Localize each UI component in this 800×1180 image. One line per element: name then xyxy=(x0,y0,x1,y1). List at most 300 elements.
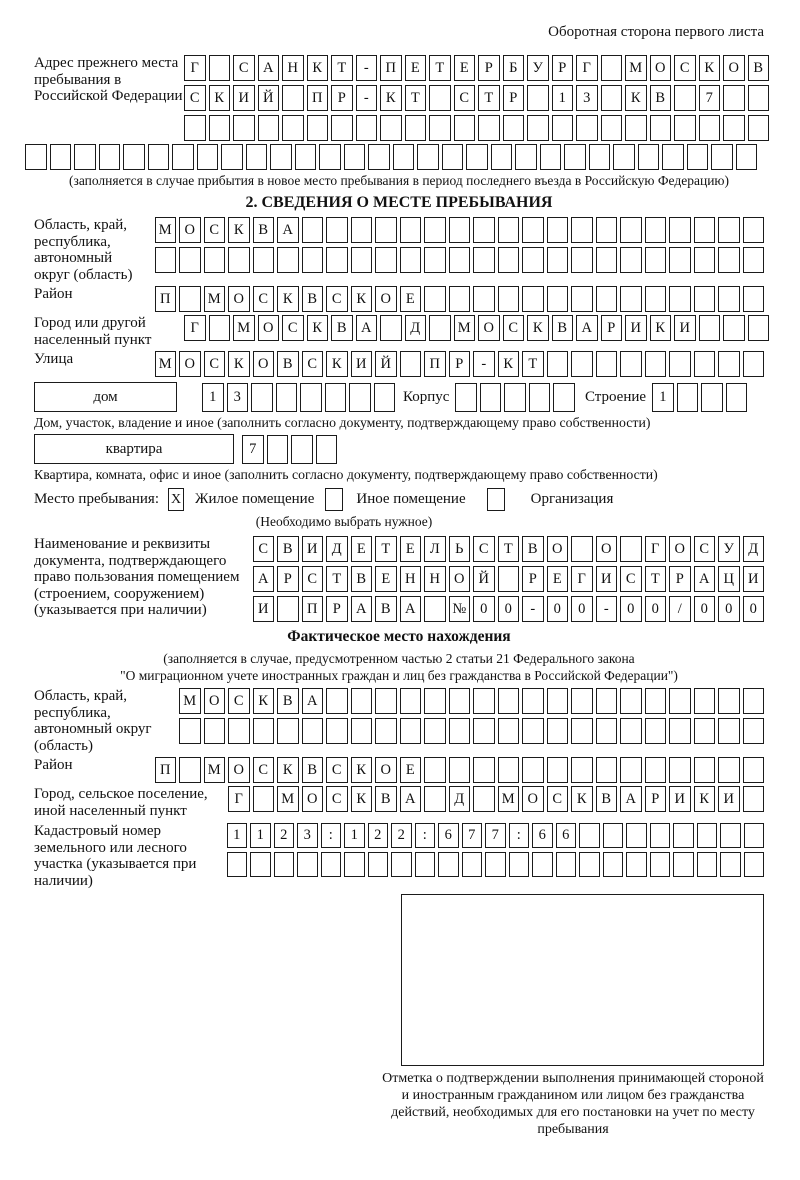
char-box[interactable] xyxy=(277,718,299,744)
char-box[interactable] xyxy=(743,718,765,744)
char-box[interactable]: В xyxy=(748,55,770,81)
char-box[interactable] xyxy=(498,217,520,243)
char-box[interactable] xyxy=(522,718,544,744)
char-box[interactable] xyxy=(449,247,471,273)
char-box[interactable] xyxy=(74,144,96,170)
char-box[interactable]: Т xyxy=(478,85,500,111)
char-box[interactable] xyxy=(547,688,569,714)
char-box[interactable] xyxy=(424,786,446,812)
char-box[interactable] xyxy=(351,217,373,243)
char-box[interactable] xyxy=(743,786,765,812)
char-box[interactable] xyxy=(473,217,495,243)
char-box[interactable]: 1 xyxy=(552,85,574,111)
char-box[interactable]: А xyxy=(258,55,280,81)
char-box[interactable] xyxy=(645,286,667,312)
char-box[interactable] xyxy=(326,688,348,714)
char-box[interactable] xyxy=(650,823,671,848)
char-box[interactable] xyxy=(620,286,642,312)
char-box[interactable]: А xyxy=(277,217,299,243)
char-box[interactable] xyxy=(351,688,373,714)
char-box[interactable] xyxy=(415,852,436,877)
char-box[interactable]: С xyxy=(620,566,642,592)
char-box[interactable]: 2 xyxy=(274,823,295,848)
char-box[interactable] xyxy=(743,351,765,377)
char-box[interactable] xyxy=(375,217,397,243)
char-box[interactable]: Г xyxy=(228,786,250,812)
char-box[interactable]: 7 xyxy=(242,435,264,464)
char-box[interactable] xyxy=(498,286,520,312)
char-box[interactable] xyxy=(553,383,575,412)
char-box[interactable]: 0 xyxy=(498,596,520,622)
char-box[interactable] xyxy=(400,718,422,744)
char-box[interactable]: О xyxy=(179,217,201,243)
char-box[interactable]: О xyxy=(449,566,471,592)
char-box[interactable] xyxy=(603,852,624,877)
char-box[interactable] xyxy=(498,247,520,273)
checkbox-other-premises[interactable] xyxy=(325,488,343,511)
char-box[interactable] xyxy=(179,757,201,783)
char-box[interactable]: С xyxy=(326,757,348,783)
char-box[interactable] xyxy=(601,55,623,81)
char-box[interactable] xyxy=(736,144,758,170)
char-box[interactable] xyxy=(645,688,667,714)
char-box[interactable]: М xyxy=(454,315,476,341)
char-box[interactable]: Р xyxy=(503,85,525,111)
char-box[interactable]: В xyxy=(375,786,397,812)
char-box[interactable] xyxy=(400,247,422,273)
char-box[interactable]: Г xyxy=(571,566,593,592)
char-box[interactable]: П xyxy=(155,286,177,312)
char-box[interactable]: Е xyxy=(454,55,476,81)
char-box[interactable]: И xyxy=(718,786,740,812)
char-box[interactable] xyxy=(620,688,642,714)
char-box[interactable]: О xyxy=(522,786,544,812)
char-box[interactable] xyxy=(620,718,642,744)
char-box[interactable]: О xyxy=(669,536,691,562)
char-box[interactable]: № xyxy=(449,596,471,622)
char-box[interactable] xyxy=(743,217,765,243)
char-box[interactable] xyxy=(179,286,201,312)
char-box[interactable] xyxy=(351,718,373,744)
char-box[interactable]: О xyxy=(228,757,250,783)
char-box[interactable]: Е xyxy=(351,536,373,562)
apartment-widebox[interactable] xyxy=(34,434,234,464)
char-box[interactable] xyxy=(601,85,623,111)
char-box[interactable] xyxy=(251,383,273,412)
char-box[interactable] xyxy=(184,115,206,141)
char-box[interactable] xyxy=(697,852,718,877)
char-box[interactable]: Р xyxy=(326,596,348,622)
char-box[interactable]: 2 xyxy=(391,823,412,848)
char-box[interactable] xyxy=(701,383,723,412)
char-box[interactable] xyxy=(302,718,324,744)
char-box[interactable] xyxy=(209,115,231,141)
char-box[interactable]: М xyxy=(155,351,177,377)
char-box[interactable]: М xyxy=(233,315,255,341)
char-box[interactable] xyxy=(673,852,694,877)
char-box[interactable] xyxy=(209,55,231,81)
char-box[interactable] xyxy=(282,85,304,111)
char-box[interactable] xyxy=(417,144,439,170)
char-box[interactable] xyxy=(645,217,667,243)
char-box[interactable] xyxy=(571,351,593,377)
char-box[interactable] xyxy=(522,217,544,243)
char-box[interactable]: 0 xyxy=(645,596,667,622)
char-box[interactable] xyxy=(400,351,422,377)
char-box[interactable] xyxy=(375,247,397,273)
char-box[interactable]: 1 xyxy=(344,823,365,848)
char-box[interactable]: Н xyxy=(282,55,304,81)
char-box[interactable] xyxy=(718,757,740,783)
char-box[interactable] xyxy=(596,217,618,243)
char-box[interactable] xyxy=(325,383,347,412)
char-box[interactable] xyxy=(718,247,740,273)
char-box[interactable] xyxy=(368,144,390,170)
char-box[interactable] xyxy=(744,823,765,848)
char-box[interactable] xyxy=(556,852,577,877)
char-box[interactable] xyxy=(743,286,765,312)
char-box[interactable] xyxy=(258,115,280,141)
char-box[interactable] xyxy=(400,217,422,243)
char-box[interactable] xyxy=(711,144,733,170)
char-box[interactable]: У xyxy=(718,536,740,562)
char-box[interactable]: К xyxy=(380,85,402,111)
char-box[interactable]: Р xyxy=(522,566,544,592)
char-box[interactable] xyxy=(302,217,324,243)
char-box[interactable]: В xyxy=(351,566,373,592)
char-box[interactable] xyxy=(596,718,618,744)
char-box[interactable] xyxy=(391,852,412,877)
char-box[interactable]: Г xyxy=(184,55,206,81)
char-box[interactable]: С xyxy=(547,786,569,812)
char-box[interactable] xyxy=(720,823,741,848)
char-box[interactable]: С xyxy=(282,315,304,341)
char-box[interactable] xyxy=(743,247,765,273)
char-box[interactable]: В xyxy=(552,315,574,341)
char-box[interactable]: О xyxy=(596,536,618,562)
char-box[interactable] xyxy=(449,757,471,783)
char-box[interactable]: И xyxy=(302,536,324,562)
char-box[interactable] xyxy=(547,217,569,243)
char-box[interactable] xyxy=(547,351,569,377)
char-box[interactable]: 0 xyxy=(547,596,569,622)
char-box[interactable]: Г xyxy=(576,55,598,81)
char-box[interactable] xyxy=(694,718,716,744)
char-box[interactable] xyxy=(227,852,248,877)
char-box[interactable]: 6 xyxy=(532,823,553,848)
char-box[interactable] xyxy=(498,688,520,714)
char-box[interactable] xyxy=(576,115,598,141)
char-box[interactable] xyxy=(669,718,691,744)
char-box[interactable]: 7 xyxy=(699,85,721,111)
char-box[interactable] xyxy=(547,718,569,744)
char-box[interactable] xyxy=(300,383,322,412)
char-box[interactable]: О xyxy=(228,286,250,312)
char-box[interactable] xyxy=(204,247,226,273)
char-box[interactable] xyxy=(620,757,642,783)
char-box[interactable] xyxy=(645,247,667,273)
char-box[interactable]: 6 xyxy=(556,823,577,848)
char-box[interactable]: В xyxy=(375,596,397,622)
char-box[interactable]: Н xyxy=(400,566,422,592)
char-box[interactable] xyxy=(522,688,544,714)
char-box[interactable]: О xyxy=(375,757,397,783)
char-box[interactable] xyxy=(589,144,611,170)
char-box[interactable]: К xyxy=(650,315,672,341)
char-box[interactable] xyxy=(123,144,145,170)
char-box[interactable]: - xyxy=(522,596,544,622)
char-box[interactable]: К xyxy=(228,217,250,243)
char-box[interactable] xyxy=(253,718,275,744)
char-box[interactable]: В xyxy=(650,85,672,111)
char-box[interactable]: И xyxy=(669,786,691,812)
char-box[interactable] xyxy=(522,757,544,783)
char-box[interactable] xyxy=(564,144,586,170)
char-box[interactable] xyxy=(522,247,544,273)
char-box[interactable] xyxy=(596,351,618,377)
char-box[interactable]: В xyxy=(596,786,618,812)
char-box[interactable]: П xyxy=(307,85,329,111)
char-box[interactable]: В xyxy=(277,688,299,714)
char-box[interactable] xyxy=(498,718,520,744)
char-box[interactable] xyxy=(694,217,716,243)
char-box[interactable]: О xyxy=(547,536,569,562)
char-box[interactable]: - xyxy=(356,85,378,111)
char-box[interactable] xyxy=(669,217,691,243)
house-widebox[interactable] xyxy=(34,382,177,412)
char-box[interactable]: К xyxy=(209,85,231,111)
char-box[interactable]: 0 xyxy=(743,596,765,622)
char-box[interactable] xyxy=(718,718,740,744)
char-box[interactable]: Т xyxy=(429,55,451,81)
char-box[interactable] xyxy=(344,852,365,877)
char-box[interactable] xyxy=(291,435,313,464)
char-box[interactable]: И xyxy=(596,566,618,592)
char-box[interactable] xyxy=(718,217,740,243)
char-box[interactable] xyxy=(485,852,506,877)
char-box[interactable]: - xyxy=(473,351,495,377)
char-box[interactable] xyxy=(626,823,647,848)
char-box[interactable] xyxy=(351,247,373,273)
char-box[interactable] xyxy=(571,286,593,312)
char-box[interactable] xyxy=(429,315,451,341)
char-box[interactable]: К xyxy=(351,757,373,783)
char-box[interactable]: К xyxy=(253,688,275,714)
char-box[interactable]: А xyxy=(576,315,598,341)
char-box[interactable]: Й xyxy=(258,85,280,111)
char-box[interactable]: Т xyxy=(375,536,397,562)
char-box[interactable] xyxy=(498,757,520,783)
char-box[interactable]: Б xyxy=(503,55,525,81)
char-box[interactable]: 3 xyxy=(297,823,318,848)
char-box[interactable] xyxy=(429,115,451,141)
char-box[interactable] xyxy=(442,144,464,170)
char-box[interactable] xyxy=(669,688,691,714)
char-box[interactable] xyxy=(473,786,495,812)
char-box[interactable] xyxy=(221,144,243,170)
char-box[interactable]: В xyxy=(302,757,324,783)
char-box[interactable] xyxy=(449,688,471,714)
char-box[interactable] xyxy=(743,757,765,783)
char-box[interactable] xyxy=(307,115,329,141)
char-box[interactable]: С xyxy=(253,757,275,783)
char-box[interactable] xyxy=(356,115,378,141)
char-box[interactable]: М xyxy=(204,286,226,312)
char-box[interactable]: Р xyxy=(449,351,471,377)
char-box[interactable] xyxy=(699,115,721,141)
char-box[interactable] xyxy=(380,315,402,341)
char-box[interactable]: 0 xyxy=(620,596,642,622)
char-box[interactable]: М xyxy=(277,786,299,812)
char-box[interactable]: К xyxy=(277,757,299,783)
char-box[interactable] xyxy=(197,144,219,170)
char-box[interactable]: В xyxy=(331,315,353,341)
char-box[interactable]: С xyxy=(503,315,525,341)
char-box[interactable]: К xyxy=(625,85,647,111)
char-box[interactable]: Ь xyxy=(449,536,471,562)
char-box[interactable]: О xyxy=(375,286,397,312)
char-box[interactable] xyxy=(626,852,647,877)
char-box[interactable]: К xyxy=(699,55,721,81)
char-box[interactable]: Й xyxy=(375,351,397,377)
char-box[interactable]: Г xyxy=(645,536,667,562)
char-box[interactable]: К xyxy=(277,286,299,312)
char-box[interactable] xyxy=(638,144,660,170)
char-box[interactable] xyxy=(209,315,231,341)
char-box[interactable]: А xyxy=(400,596,422,622)
char-box[interactable] xyxy=(466,144,488,170)
char-box[interactable]: 7 xyxy=(485,823,506,848)
char-box[interactable] xyxy=(295,144,317,170)
char-box[interactable]: К xyxy=(228,351,250,377)
char-box[interactable]: С xyxy=(204,217,226,243)
char-box[interactable] xyxy=(601,115,623,141)
char-box[interactable]: А xyxy=(302,688,324,714)
char-box[interactable]: Й xyxy=(473,566,495,592)
char-box[interactable] xyxy=(326,247,348,273)
char-box[interactable]: Е xyxy=(375,566,397,592)
char-box[interactable] xyxy=(620,217,642,243)
char-box[interactable] xyxy=(509,852,530,877)
char-box[interactable]: С xyxy=(326,786,348,812)
char-box[interactable] xyxy=(748,115,770,141)
char-box[interactable]: К xyxy=(351,286,373,312)
char-box[interactable] xyxy=(250,852,271,877)
char-box[interactable]: 7 xyxy=(462,823,483,848)
char-box[interactable]: И xyxy=(253,596,275,622)
char-box[interactable]: Т xyxy=(522,351,544,377)
char-box[interactable]: С xyxy=(233,55,255,81)
char-box[interactable] xyxy=(596,757,618,783)
char-box[interactable] xyxy=(547,757,569,783)
char-box[interactable] xyxy=(473,718,495,744)
char-box[interactable] xyxy=(723,315,745,341)
char-box[interactable] xyxy=(253,786,275,812)
char-box[interactable] xyxy=(673,823,694,848)
char-box[interactable] xyxy=(532,852,553,877)
char-box[interactable] xyxy=(547,247,569,273)
char-box[interactable] xyxy=(515,144,537,170)
char-box[interactable]: К xyxy=(694,786,716,812)
char-box[interactable] xyxy=(571,688,593,714)
char-box[interactable] xyxy=(596,286,618,312)
char-box[interactable]: Р xyxy=(277,566,299,592)
char-box[interactable] xyxy=(282,115,304,141)
char-box[interactable] xyxy=(253,247,275,273)
char-box[interactable] xyxy=(645,757,667,783)
char-box[interactable]: С xyxy=(184,85,206,111)
char-box[interactable] xyxy=(650,115,672,141)
char-box[interactable] xyxy=(277,247,299,273)
char-box[interactable] xyxy=(424,757,446,783)
char-box[interactable] xyxy=(233,115,255,141)
char-box[interactable]: С xyxy=(454,85,476,111)
char-box[interactable] xyxy=(155,247,177,273)
char-box[interactable] xyxy=(326,718,348,744)
char-box[interactable]: 1 xyxy=(652,383,674,412)
char-box[interactable] xyxy=(743,688,765,714)
char-box[interactable]: Т xyxy=(331,55,353,81)
char-box[interactable] xyxy=(424,247,446,273)
char-box[interactable]: Р xyxy=(601,315,623,341)
char-box[interactable] xyxy=(424,217,446,243)
char-box[interactable]: О xyxy=(723,55,745,81)
char-box[interactable]: 1 xyxy=(227,823,248,848)
char-box[interactable] xyxy=(669,247,691,273)
char-box[interactable] xyxy=(462,852,483,877)
char-box[interactable] xyxy=(316,435,338,464)
char-box[interactable] xyxy=(669,351,691,377)
char-box[interactable]: 3 xyxy=(227,383,249,412)
char-box[interactable] xyxy=(449,217,471,243)
char-box[interactable] xyxy=(297,852,318,877)
char-box[interactable] xyxy=(596,247,618,273)
char-box[interactable] xyxy=(645,718,667,744)
char-box[interactable]: Р xyxy=(331,85,353,111)
char-box[interactable] xyxy=(694,757,716,783)
char-box[interactable] xyxy=(571,536,593,562)
char-box[interactable]: М xyxy=(179,688,201,714)
char-box[interactable] xyxy=(424,286,446,312)
char-box[interactable] xyxy=(480,383,502,412)
char-box[interactable] xyxy=(438,852,459,877)
char-box[interactable] xyxy=(393,144,415,170)
char-box[interactable] xyxy=(744,852,765,877)
char-box[interactable]: В xyxy=(302,286,324,312)
char-box[interactable] xyxy=(694,351,716,377)
char-box[interactable] xyxy=(148,144,170,170)
char-box[interactable] xyxy=(718,351,740,377)
char-box[interactable]: С xyxy=(694,536,716,562)
char-box[interactable]: С xyxy=(253,286,275,312)
char-box[interactable] xyxy=(677,383,699,412)
char-box[interactable]: / xyxy=(669,596,691,622)
char-box[interactable]: В xyxy=(253,217,275,243)
char-box[interactable] xyxy=(25,144,47,170)
char-box[interactable]: М xyxy=(498,786,520,812)
char-box[interactable] xyxy=(374,383,396,412)
char-box[interactable] xyxy=(455,383,477,412)
char-box[interactable] xyxy=(375,688,397,714)
char-box[interactable] xyxy=(726,383,748,412)
char-box[interactable]: П xyxy=(302,596,324,622)
char-box[interactable] xyxy=(620,351,642,377)
char-box[interactable] xyxy=(694,247,716,273)
char-box[interactable]: Т xyxy=(405,85,427,111)
char-box[interactable] xyxy=(270,144,292,170)
char-box[interactable]: Д xyxy=(743,536,765,562)
char-box[interactable]: Т xyxy=(326,566,348,592)
